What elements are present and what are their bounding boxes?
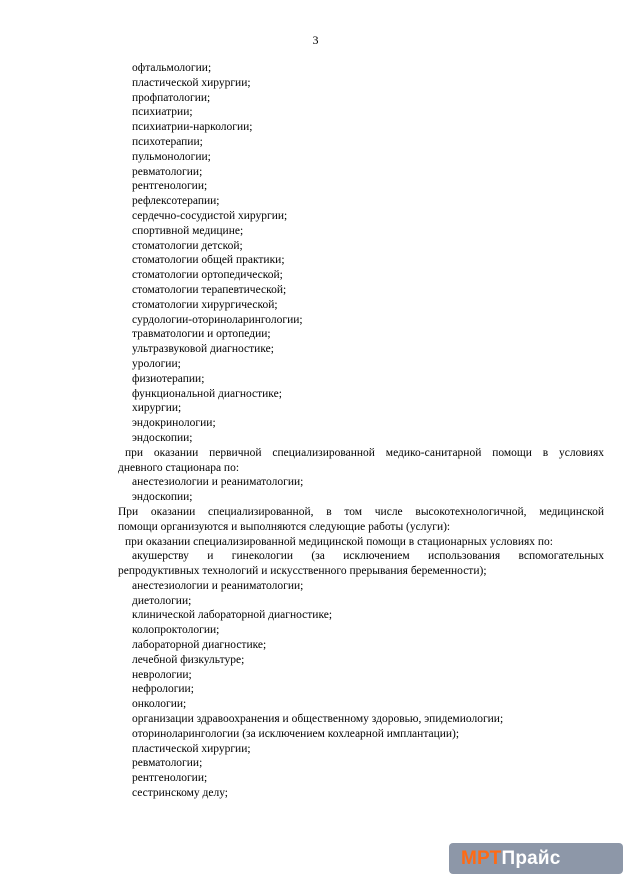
list-item: рентгенологии;	[132, 772, 208, 785]
obstetrics-line1: акушерству и гинекологии (за исключением использования вспомогательных	[132, 550, 604, 563]
list-item: лечебной физкультуре;	[132, 653, 245, 666]
day-hospital-heading-line2: дневного стационара по:	[118, 461, 240, 474]
list-item: функциональной диагностике;	[132, 387, 282, 400]
list-services-a	[118, 61, 604, 446]
list-item: стоматологии ортопедической;	[132, 269, 283, 282]
document-body	[118, 61, 604, 801]
list-item: стоматологии детской;	[132, 239, 243, 252]
specialized-care-line2: помощи организуются и выполняются следующие работы (услуги):	[118, 520, 451, 533]
day-hospital-heading-line1: при оказании первичной специализированной медико-санитарной помощи в условиях	[125, 446, 604, 459]
list-item: онкологии;	[132, 698, 187, 711]
list-item: эндоскопии;	[132, 491, 193, 504]
list-item: колопроктологии;	[132, 624, 220, 637]
list-item: ультразвуковой диагностике;	[132, 343, 274, 356]
list-item: ревматологии;	[132, 757, 203, 770]
page-number: 3	[312, 33, 319, 47]
list-item: урологии;	[132, 357, 181, 370]
specialized-care-line1: При оказании специализированной, в том числе высокотехнологичной, медицинской	[118, 505, 604, 518]
list-item: офтальмологии;	[132, 62, 212, 74]
list-item: сестринскому делу;	[132, 787, 228, 800]
watermark-rest-text: Прайс	[501, 847, 561, 869]
list-item: психиатрии;	[132, 106, 193, 119]
list-item: рентгенологии;	[132, 180, 208, 193]
list-item: анестезиологии и реаниматологии;	[132, 476, 304, 489]
list-item: пульмонологии;	[132, 150, 211, 163]
list-item: спортивной медицине;	[132, 224, 244, 237]
list-item: профпатологии;	[132, 91, 211, 104]
list-item: стоматологии терапевтической;	[132, 283, 287, 296]
obstetrics-line2: репродуктивных технологий и искусственного прерывания беременности);	[118, 565, 487, 578]
list-item: клинической лабораторной диагностике;	[132, 609, 333, 622]
inpatient-section	[118, 535, 604, 801]
list-item: травматологии и ортопедии;	[132, 328, 271, 341]
list-item: ревматологии;	[132, 165, 203, 178]
list-item: сердечно-сосудистой хирургии;	[132, 209, 288, 222]
inpatient-heading: при оказании специализированной медицинской помощи в стационарных условиях по:	[125, 535, 553, 548]
list-item: стоматологии общей практики;	[132, 254, 285, 267]
list-item: психотерапии;	[132, 135, 203, 148]
list-item: сурдологии-оториноларингологии;	[132, 313, 303, 326]
list-item: физиотерапии;	[132, 372, 205, 385]
list-item: эндокринологии;	[132, 417, 216, 430]
list-item: пластической хирургии;	[132, 76, 251, 89]
day-hospital-section	[118, 446, 604, 505]
list-item: стоматологии хирургической;	[132, 298, 278, 311]
list-item: организации здравоохранения и общественному здоровью, эпидемиологии;	[132, 713, 504, 726]
list-item: эндоскопии;	[132, 431, 193, 444]
list-item: анестезиологии и реаниматологии;	[132, 579, 304, 592]
list-item: нефрологии;	[132, 683, 194, 696]
list-item: психиатрии-наркологии;	[132, 121, 253, 134]
mrtprice-watermark-logo	[449, 843, 623, 874]
list-item: рефлексотерапии;	[132, 195, 220, 208]
list-item: пластической хирургии;	[132, 742, 251, 755]
specialized-care-section	[118, 505, 604, 535]
list-item: неврологии;	[132, 668, 192, 681]
list-item: лабораторной диагностике;	[132, 639, 267, 652]
list-item: хирургии;	[132, 402, 182, 415]
watermark-brand-text: МРТ	[461, 847, 502, 869]
list-item: оториноларингологии (за исключением кохлеарной имплантации);	[132, 727, 460, 740]
list-item: диетологии;	[132, 594, 192, 607]
